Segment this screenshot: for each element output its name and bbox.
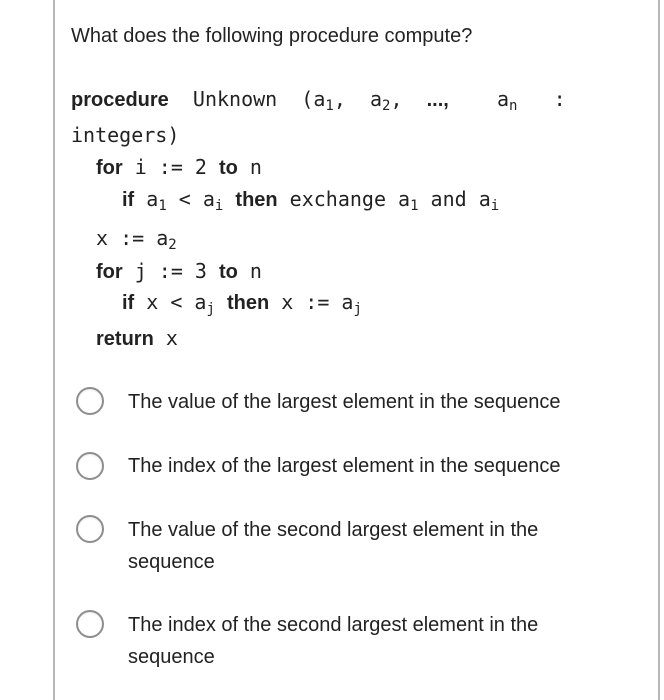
question-text: What does the following procedure compute? [71,25,473,47]
code-line-procedure: procedure Unknown ($a_1$, $a_2$, ..., $a_n$ : [71,87,566,114]
option-label[interactable]: The value of the second largest element in the sequence [128,519,539,573]
option-label[interactable]: The index of the second largest element in the sequence [128,614,539,668]
option-label[interactable]: The value of the largest element in the sequence [128,391,561,413]
radio-button[interactable] [76,387,104,415]
code-line-if-x: if $x < a_j$ then x := $a_j$ [122,290,362,317]
left-border [53,0,55,700]
code-line-for-i: for i := 2 to n [96,155,262,179]
code-line-integers: integers) [71,123,180,147]
code-line-return: return x [96,326,178,350]
code-line-if-exchange: if $a_1 < a_i$ then exchange $a_1$ and $a_i$ [122,187,500,214]
code-line-for-j: for j := 3 to n [96,259,262,283]
radio-button[interactable] [76,610,104,638]
code-line-assign-x: x := $a_2$ [96,226,177,253]
option-label[interactable]: The index of the largest element in the sequence [128,455,561,477]
right-border [658,0,660,700]
radio-button[interactable] [76,452,104,480]
radio-button[interactable] [76,515,104,543]
